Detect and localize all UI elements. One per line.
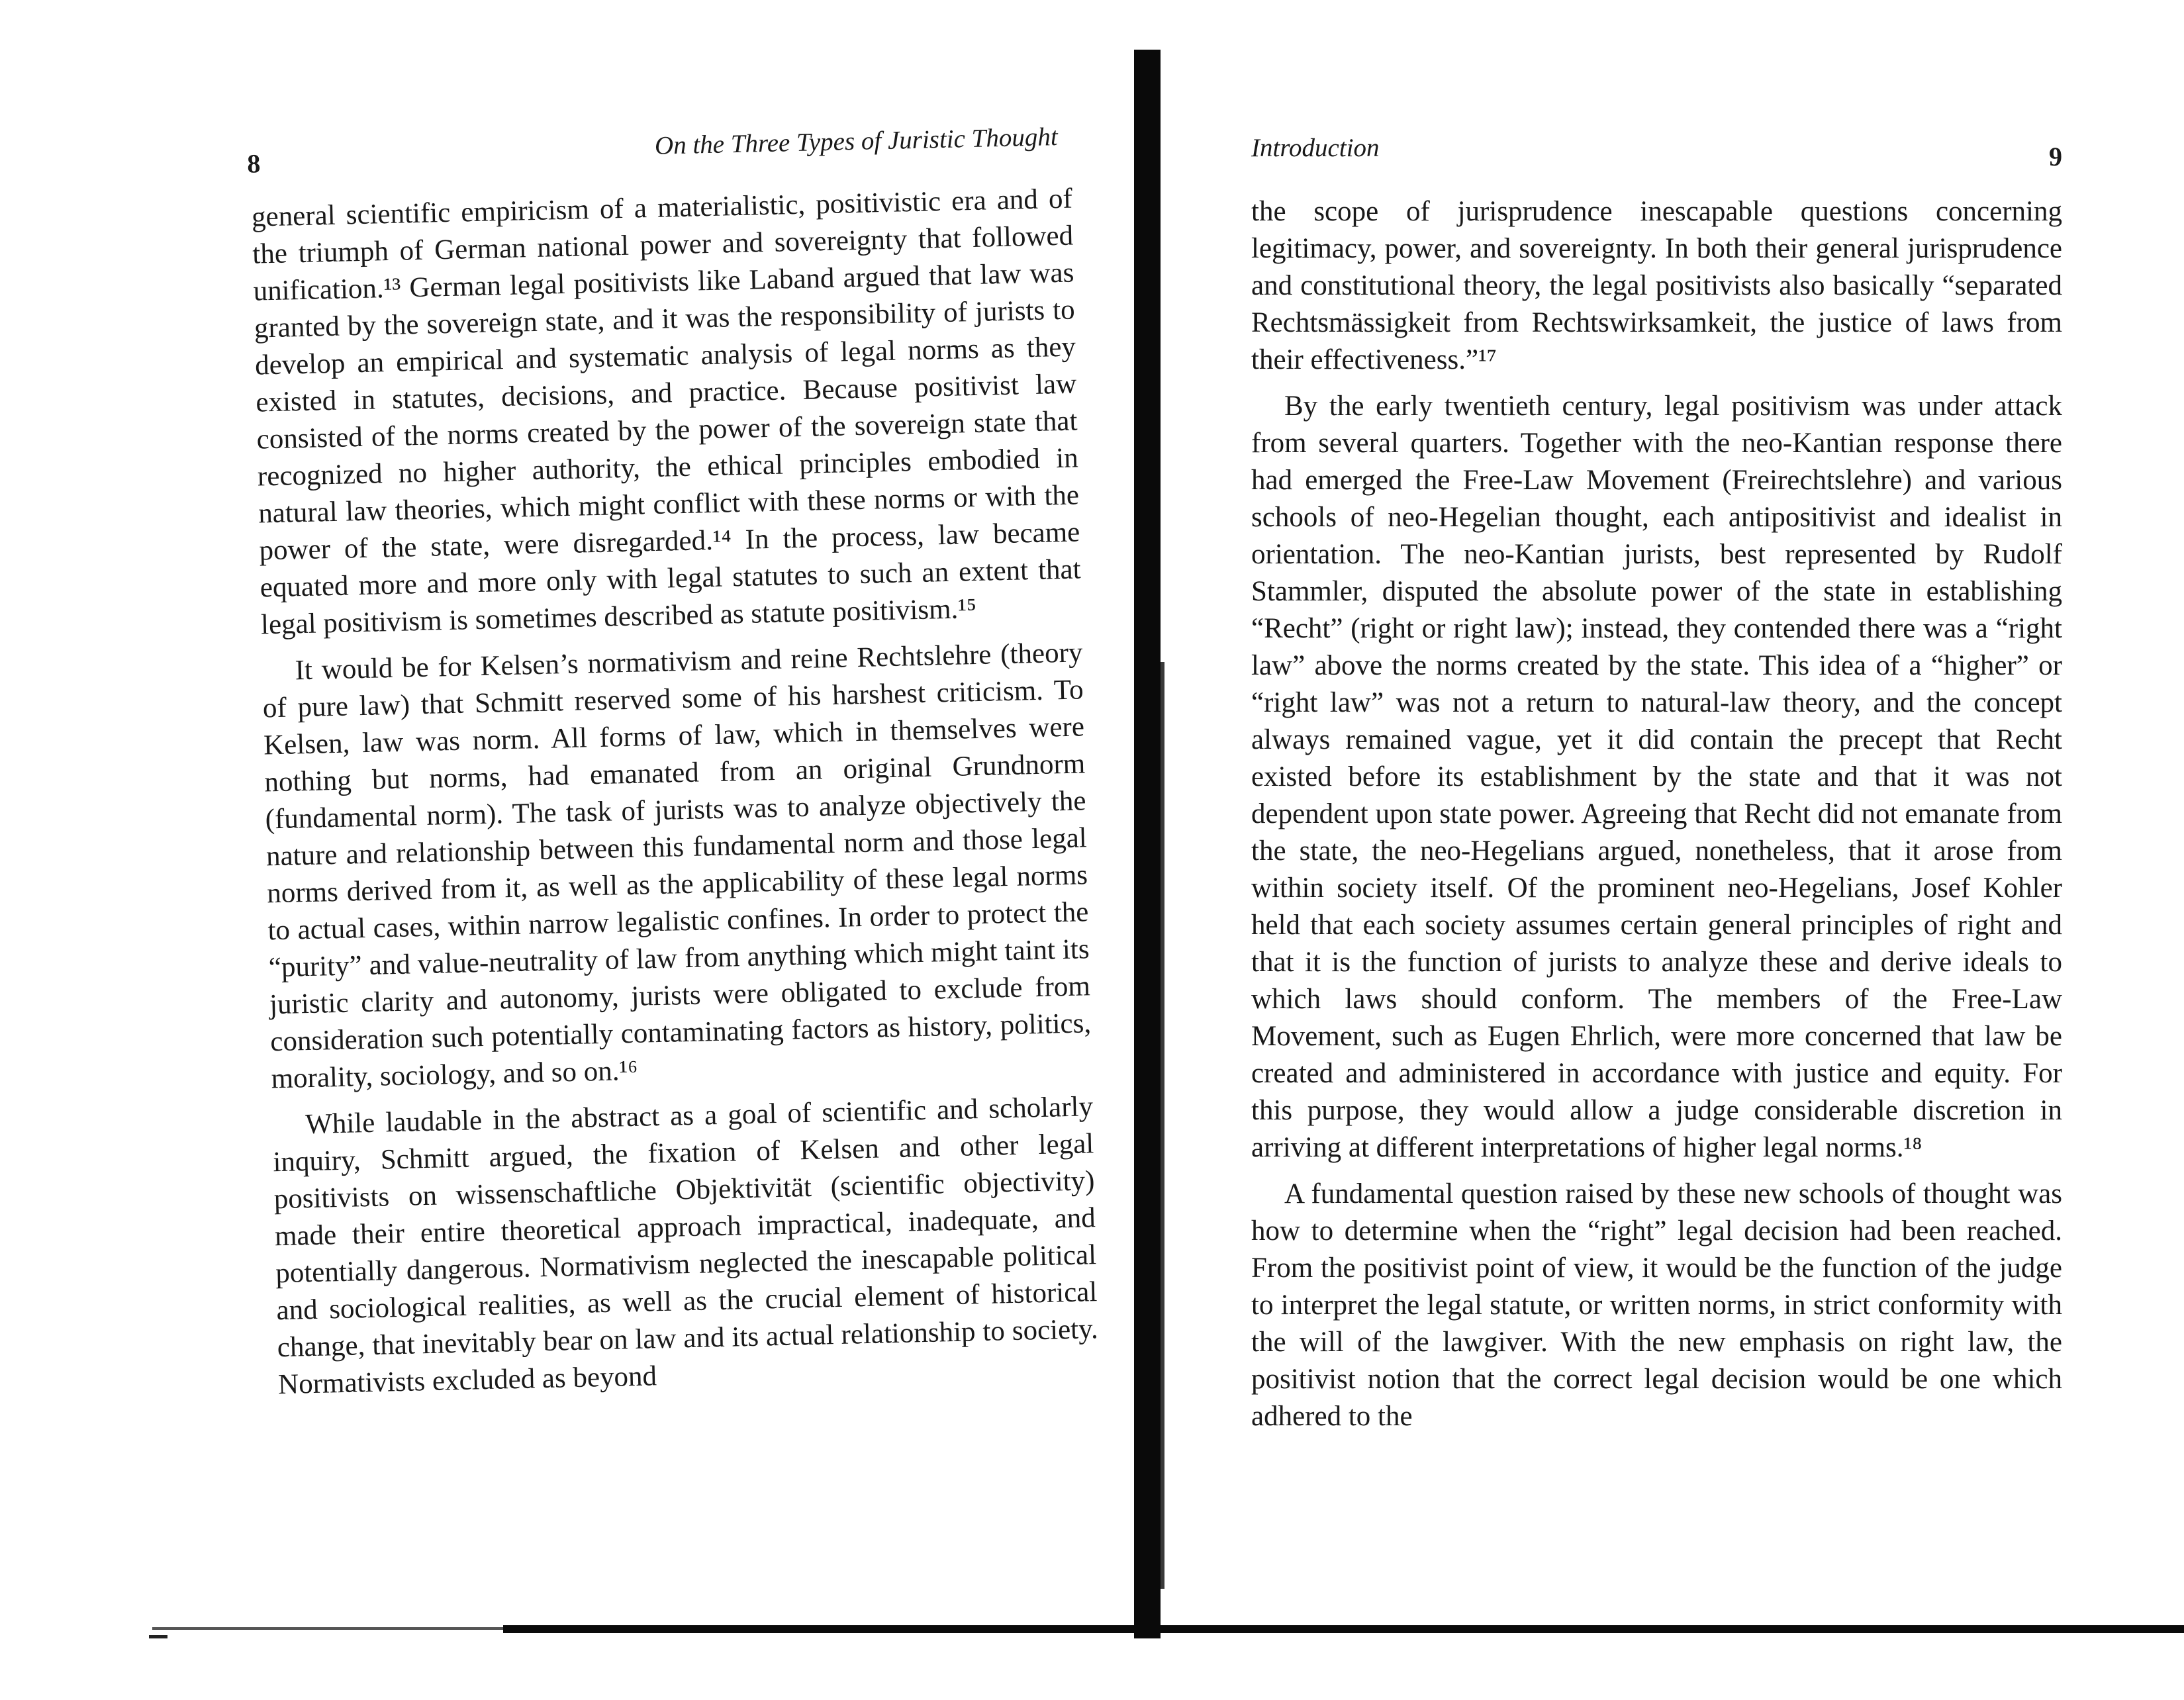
paragraph: the scope of jurisprudence inescapable questions concerning legitimacy, power, and sovereignty. In both their general jurisprudence and constitutional theory, the legal positivists also basically “separated Rechtsmässigkeit from Rechtswirksamkeit, the justice of laws from their effectiveness.”¹⁷	[1251, 196, 2062, 375]
left-page-number: 8	[246, 148, 261, 179]
right-page-number: 9	[2049, 142, 2062, 171]
right-body-text	[1251, 193, 2062, 1435]
left-running-title: On the Three Types of Juristic Thought	[654, 122, 1059, 160]
left-body-text	[251, 181, 1099, 1404]
right-page	[1185, 0, 2184, 1687]
left-running-head	[246, 111, 1071, 183]
gutter-shadow	[1161, 662, 1164, 1589]
right-running-title: Introduction	[1251, 134, 1380, 162]
right-running-head	[1251, 122, 2062, 175]
paragraph: It would be for Kelsen’s normativism and reine Rechtslehre (theory of pure law) that Schmitt reserved some of his harshest criticism. To Kelsen, law was norm. All forms of law, which in themselves were nothing but norms, had emanated from an original Grundnorm (fundamental norm). The task of jurists was to analyze objectively the nature and relationship between this fundamental norm and those legal norms derived from it, as well as the applicability of these legal norms to actual cases, within narrow legalistic confines. In order to protect the “purity” and value-neutrality of law from anything which might taint its juristic clarity and autonomy, jurists were obligated to exclude from consideration such potentially contaminating factors as history, politics, morality, sociology, and so on.¹⁶	[262, 637, 1092, 1095]
paragraph: While laudable in the abstract as a goal of scientific and scholarly inquiry, Schmitt argued, the fixation of Kelsen and other legal positivists on wissenschaftliche Objektivität (scientific objectivity) made their entire theoretical approach impractical, inadequate, and potentially dangerous. Normativism neglected the inescapable political and sociological realities, as well as the crucial element of historical change, that inevitably bear on law and its actual relationship to society. Normativists excluded as beyond	[272, 1091, 1099, 1401]
paragraph: By the early twentieth century, legal positivism was under attack from several quarters. Together with the neo-Kantian response there had emerged the Free-Law Movement (Freirechtslehre) and various schools of neo-Hegelian thought, each antipositivist and idealist in orientation. The neo-Kantian jurists, best represented by Rudolf Stammler, disputed the absolute power of the state in establishing “Recht” (right or right law); instead, they contended there was a “right law” above the norms created by the state. This idea of a “higher” or “right law” was not a return to natural-law theory, and the concept always remained vague, yet it did contain the precept that Recht existed before its establishment by the state and that it was not dependent upon state power. Agreeing that Recht did not emanate from the state, the neo-Hegelians argued, nonetheless, that it arose from within society itself. Of the prominent neo-Hegelians, Josef Kohler held that each society assumes certain general principles of right and that it is the function of jurists to analyze these and derive ideals to which laws should conform. The members of the Free-Law Movement, such as Eugen Ehrlich, were more concerned that law be created and administered in accordance with justice and equity. For this purpose, they would allow a judge considerable discretion in arriving at different interpretations of higher legal norms.¹⁸	[1251, 391, 2062, 1163]
paragraph: A fundamental question raised by these new schools of thought was how to determine when the “right” legal decision had been reached. From the positivist point of view, it would be the function of the judge to interpret the legal statute, or written norms, in strict conformity with the will of the lawgiver. With the new emphasis on right law, the positivist notion that the correct legal decision would be one which adhered to the	[1251, 1178, 2062, 1432]
paragraph: general scientific empiricism of a materialistic, positivistic era and of the triumph of German national power and sovereignty that followed unification.¹³ German legal positivists like Laband argued that law was granted by the sovereign state, and it was the responsibility of jurists to develop an empirical and systematic analysis of legal norms as they existed in statutes, decisions, and practice. Because positivist law consisted of the norms created by the power of the sovereign state that recognized no higher authority, the ethical principles embodied in natural law theories, which might conflict with these norms or with the power of the state, were disregarded.¹⁴ In the process, law became equated more and more only with legal statutes to such an extent that legal positivism is sometimes described as statute positivism.¹⁵	[251, 183, 1082, 641]
